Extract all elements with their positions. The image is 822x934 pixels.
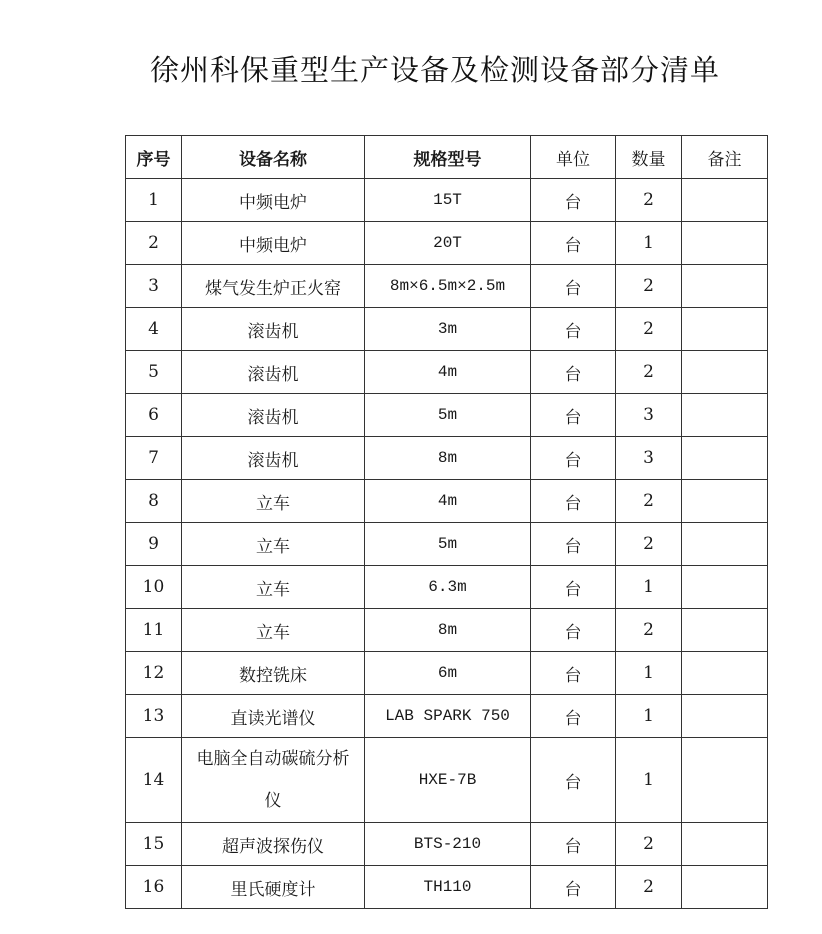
- unit: 台: [531, 480, 616, 523]
- table-row: [126, 351, 768, 394]
- quantity: 2: [616, 480, 682, 523]
- equipment-name: 煤气发生炉正火窑: [182, 265, 365, 308]
- quantity: 2: [616, 308, 682, 351]
- header-name: 设备名称: [182, 136, 365, 179]
- row-number: 8: [126, 480, 182, 523]
- spec-model: HXE-7B: [365, 738, 531, 823]
- row-number: 6: [126, 394, 182, 437]
- unit: 台: [531, 222, 616, 265]
- row-number: 14: [126, 738, 182, 823]
- remark: [682, 480, 768, 523]
- remark: [682, 652, 768, 695]
- row-number: 1: [126, 179, 182, 222]
- equipment-name: 立车: [182, 609, 365, 652]
- row-number: 13: [126, 695, 182, 738]
- quantity: 2: [616, 265, 682, 308]
- spec-model: 8m: [365, 609, 531, 652]
- quantity: 2: [616, 609, 682, 652]
- table-row: [126, 308, 768, 351]
- row-number: 9: [126, 523, 182, 566]
- quantity: 1: [616, 695, 682, 738]
- header-spec: 规格型号: [365, 136, 531, 179]
- table-row: [126, 394, 768, 437]
- unit: 台: [531, 652, 616, 695]
- header-note: 备注: [682, 136, 768, 179]
- row-number: 4: [126, 308, 182, 351]
- page-title: 徐州科保重型生产设备及检测设备部分清单: [149, 53, 720, 87]
- equipment-name: 超声波探伤仪: [182, 823, 365, 866]
- equipment-name: 立车: [182, 523, 365, 566]
- unit: 台: [531, 609, 616, 652]
- remark: [682, 394, 768, 437]
- spec-model: 6.3m: [365, 566, 531, 609]
- row-number: 10: [126, 566, 182, 609]
- table-row: [126, 866, 768, 909]
- quantity: 2: [616, 823, 682, 866]
- table-row: [126, 437, 768, 480]
- remark: [682, 866, 768, 909]
- spec-model: BTS-210: [365, 823, 531, 866]
- spec-model: 6m: [365, 652, 531, 695]
- unit: 台: [531, 179, 616, 222]
- table-row: [126, 738, 768, 823]
- row-number: 16: [126, 866, 182, 909]
- remark: [682, 265, 768, 308]
- equipment-name: 滚齿机: [182, 437, 365, 480]
- unit: 台: [531, 351, 616, 394]
- equipment-name: 滚齿机: [182, 394, 365, 437]
- spec-model: TH110: [365, 866, 531, 909]
- remark: [682, 308, 768, 351]
- equipment-name: 立车: [182, 480, 365, 523]
- table-row: [126, 695, 768, 738]
- row-number: 11: [126, 609, 182, 652]
- equipment-name: 滚齿机: [182, 308, 365, 351]
- spec-model: 4m: [365, 480, 531, 523]
- spec-model: 8m: [365, 437, 531, 480]
- row-number: 3: [126, 265, 182, 308]
- row-number: 7: [126, 437, 182, 480]
- remark: [682, 179, 768, 222]
- remark: [682, 437, 768, 480]
- equipment-name: 里氏硬度计: [182, 866, 365, 909]
- equipment-name: 数控铣床: [182, 652, 365, 695]
- unit: 台: [531, 695, 616, 738]
- equipment-name: 立车: [182, 566, 365, 609]
- equipment-name: 中频电炉: [182, 179, 365, 222]
- quantity: 3: [616, 437, 682, 480]
- unit: 台: [531, 394, 616, 437]
- remark: [682, 609, 768, 652]
- equipment-name: 滚齿机: [182, 351, 365, 394]
- remark: [682, 738, 768, 823]
- unit: 台: [531, 437, 616, 480]
- equipment-name: 电脑全自动碳硫分析仪: [182, 738, 365, 823]
- unit: 台: [531, 738, 616, 823]
- spec-model: 8m×6.5m×2.5m: [365, 265, 531, 308]
- quantity: 2: [616, 179, 682, 222]
- row-number: 5: [126, 351, 182, 394]
- table-header-row: [126, 136, 768, 179]
- spec-model: 5m: [365, 523, 531, 566]
- spec-model: 4m: [365, 351, 531, 394]
- quantity: 2: [616, 351, 682, 394]
- table-row: [126, 480, 768, 523]
- remark: [682, 523, 768, 566]
- remark: [682, 823, 768, 866]
- equipment-name: 中频电炉: [182, 222, 365, 265]
- unit: 台: [531, 523, 616, 566]
- unit: 台: [531, 265, 616, 308]
- equipment-name: 直读光谱仪: [182, 695, 365, 738]
- quantity: 2: [616, 523, 682, 566]
- unit: 台: [531, 308, 616, 351]
- spec-model: LAB SPARK 750: [365, 695, 531, 738]
- spec-model: 20T: [365, 222, 531, 265]
- unit: 台: [531, 823, 616, 866]
- table-row: [126, 523, 768, 566]
- quantity: 3: [616, 394, 682, 437]
- table-row: [126, 179, 768, 222]
- spec-model: 15T: [365, 179, 531, 222]
- header-unit: 单位: [531, 136, 616, 179]
- remark: [682, 566, 768, 609]
- header-qty: 数量: [616, 136, 682, 179]
- remark: [682, 695, 768, 738]
- quantity: 1: [616, 738, 682, 823]
- header-no: 序号: [126, 136, 182, 179]
- quantity: 1: [616, 652, 682, 695]
- spec-model: 3m: [365, 308, 531, 351]
- spec-model: 5m: [365, 394, 531, 437]
- table-row: [126, 609, 768, 652]
- unit: 台: [531, 866, 616, 909]
- table-row: [126, 566, 768, 609]
- row-number: 12: [126, 652, 182, 695]
- quantity: 2: [616, 866, 682, 909]
- table-row: [126, 265, 768, 308]
- table-row: [126, 652, 768, 695]
- quantity: 1: [616, 566, 682, 609]
- table-row: [126, 823, 768, 866]
- remark: [682, 222, 768, 265]
- quantity: 1: [616, 222, 682, 265]
- row-number: 2: [126, 222, 182, 265]
- row-number: 15: [126, 823, 182, 866]
- table-row: [126, 222, 768, 265]
- equipment-table: [125, 135, 768, 909]
- remark: [682, 351, 768, 394]
- unit: 台: [531, 566, 616, 609]
